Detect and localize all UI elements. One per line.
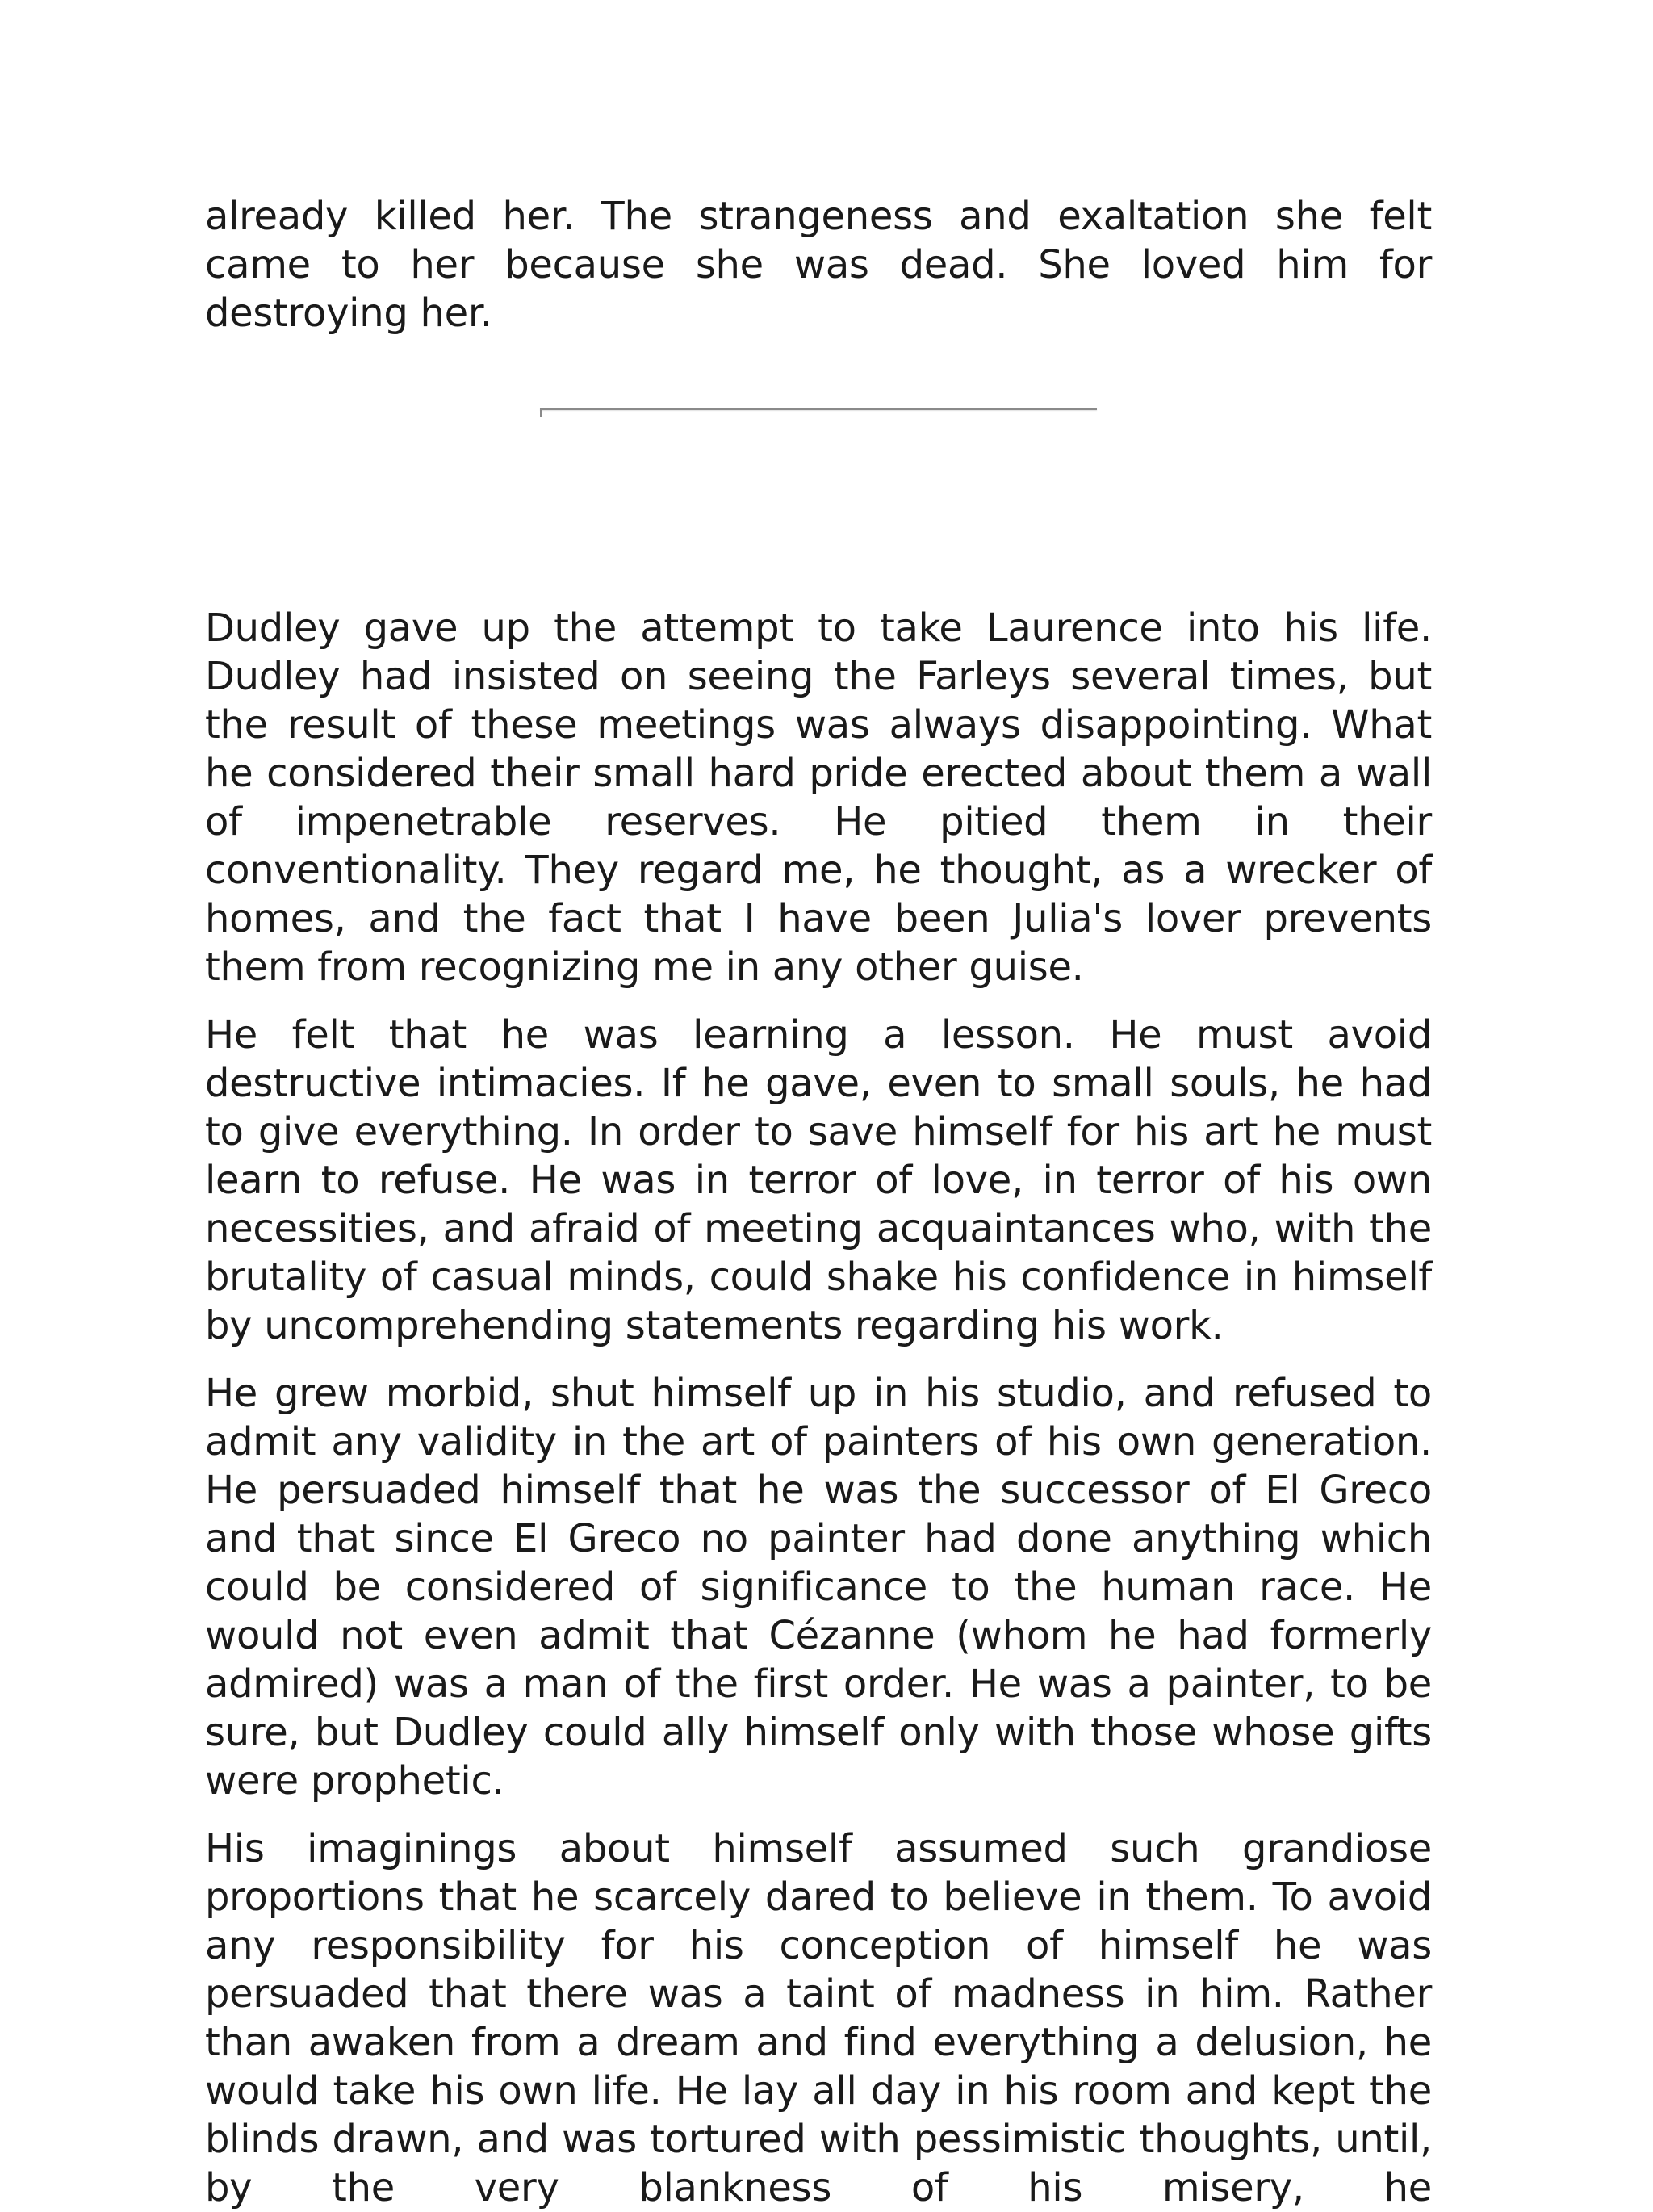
section-divider-line bbox=[540, 408, 1097, 410]
section-break bbox=[205, 337, 1432, 604]
paragraph-last: His imaginings about himself assumed such grandiose proportions that he scarcely dared to believe in them. To avoid any responsibility for his conception of himself he was persuaded that there was a taint of madness in him. Rather than awaken from a dream and find everything a delusion, he would take his own life. He lay all day in his room and kept the blinds drawn, and was tortured with pessimistic thoughts, until, by the very blankness of his misery, he bbox=[205, 1826, 1432, 2210]
paragraph: He grew morbid, shut himself up in his studio, and refused to admit any validity in the art of painters of his own generation. He persuaded himself that he was the successor of El Greco and that since El Greco no painter had done anything which could be considered of significance to the human race. He would not even admit that Cézanne (whom he had formerly admired) was a man of the first order. He was a painter, to be sure, but Dudley could ally himself only with those whose gifts were prophetic. bbox=[205, 1371, 1432, 1804]
document-page bbox=[205, 192, 1432, 2212]
paragraph: He felt that he was learning a lesson. He must avoid destructive intimacies. If he gave, even to small souls, he had to give everything. In order to save himself for his art he must learn to refuse. He was in terror of love, in terror of his own necessities, and afraid of meeting acquaintances who, with the brutality of casual minds, could shake his confidence in himself by uncomprehending statements regarding his work. bbox=[205, 1012, 1432, 1348]
paragraph: Dudley gave up the attempt to take Laurence into his life. Dudley had insisted on seeing the Farleys several times, but the result of these meetings was always disappointing. What he considered their small hard pride erected about them a wall of impenetrable reserves. He pitied them in their conventionality. They regard me, he thought, as a wrecker of homes, and the fact that I have been Julia's lover prevents them from recognizing me in any other guise. bbox=[205, 605, 1432, 990]
paragraph-continued: already killed her. The strangeness and exaltation she felt came to her because she was dead. She loved him for destroying her. bbox=[205, 194, 1432, 336]
